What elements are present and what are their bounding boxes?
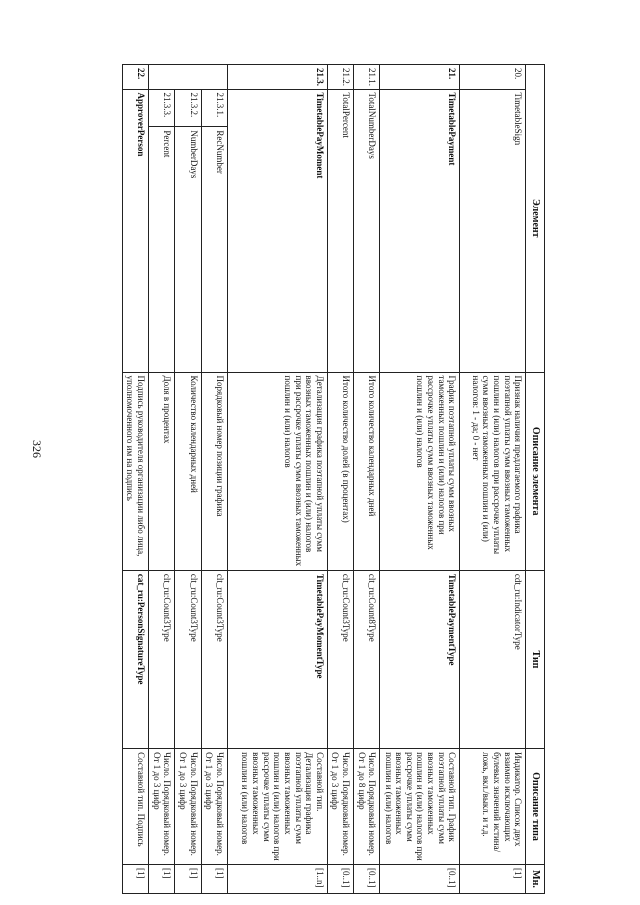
element-type: TimetablePayMomentType xyxy=(227,570,327,748)
element-name: ApproverPerson xyxy=(122,89,148,372)
element-name: TotalNumberDays xyxy=(353,89,379,372)
type-description: Число. Порядковый номер. От 1 до 3 цифр xyxy=(327,749,353,865)
element-description: Итого количество календарных дней xyxy=(353,372,379,570)
multiplicity: [1] xyxy=(149,864,175,893)
multiplicity: [1] xyxy=(201,864,227,893)
sub-row-number: 21.3.3. xyxy=(149,89,175,127)
element-type: clt_ru:Count3Type xyxy=(201,570,227,748)
row-number-empty xyxy=(175,65,201,90)
element-name: TimetableSign xyxy=(460,89,526,372)
row-number: 21.1. xyxy=(353,65,379,90)
element-name: TotalPercent xyxy=(327,89,353,372)
table-row xyxy=(380,65,460,894)
table-header-row xyxy=(526,65,545,894)
table-row xyxy=(175,65,201,894)
element-description: График поэтапной уплаты сумм ввозных таможенных пошлин и (или) налогов при рассрочке уплаты сумм ввозных таможенных пошлин и (или) налогов xyxy=(380,372,460,570)
rotated-table-wrapper xyxy=(85,64,545,894)
table-row xyxy=(227,65,327,894)
type-description: Число. Порядковый номер. От 1 до 3 цифр xyxy=(149,749,175,865)
header-type: Тип xyxy=(526,570,545,748)
row-number: 22. xyxy=(122,65,148,90)
element-description: Доля в процентах xyxy=(149,372,175,570)
type-description: Составной тип. Детализация графика поэтапной уплаты сумм ввозных таможенных пошлин и (или) налогов при рассрочке уплаты сумм ввозных таможенных пошлин и (или) налогов xyxy=(227,749,327,865)
multiplicity: [1] xyxy=(175,864,201,893)
multiplicity: [0..1] xyxy=(327,864,353,893)
sub-row-number: 21.3.1. xyxy=(201,89,227,127)
element-type: TimetablePaymentType xyxy=(380,570,460,748)
table-row xyxy=(149,65,175,894)
element-description: Подпись руководителя организации либо лица, уполномоченного им на подпись xyxy=(122,372,148,570)
type-description: Составной тип. График поэтапной уплаты сумм ввозных таможенных пошлин и (или) налогов при рассрочке уплаты сумм ввозных таможенных пошлин и (или) налогов xyxy=(380,749,460,865)
header-type-desc: Описание типа xyxy=(526,749,545,865)
header-element: Элемент xyxy=(526,65,545,373)
element-name: TimetablePayMoment xyxy=(227,89,327,372)
type-description: Число. Порядковый номер. От 1 до 3 цифр xyxy=(201,749,227,865)
table-row xyxy=(353,65,379,894)
element-name: TimetablePayment xyxy=(380,89,460,372)
element-type: clt_ru:Count3Type xyxy=(327,570,353,748)
element-name: NumberDays xyxy=(175,127,201,372)
multiplicity: [0..1] xyxy=(353,864,379,893)
header-element-desc: Описание элемента xyxy=(526,372,545,570)
header-mn: Мн. xyxy=(526,864,545,893)
multiplicity: [1] xyxy=(122,864,148,893)
element-type: clt_ru:Count3Type xyxy=(175,570,201,748)
element-description: Признак наличия предлагаемого графика поэтапной уплаты сумм ввозных таможенных пошлин и (или) налогов при рассрочке уплаты сумм ввозных таможенных пошлин и (или) налогов: 1 - да; 0 - нет xyxy=(460,372,526,570)
element-description: Количество календарных дней xyxy=(175,372,201,570)
row-number: 21. xyxy=(380,65,460,90)
type-description: Число. Порядковый номер. От 1 до 8 цифр xyxy=(353,749,379,865)
type-description: Составной тип. Подпись xyxy=(122,749,148,865)
element-type: clt_ru:Count8Type xyxy=(353,570,379,748)
table-row xyxy=(460,65,526,894)
type-description: Индикатор. Список двух взаимно исключающих булевых значений истина/ложь, вкл./выкл. и т.д. xyxy=(460,749,526,865)
element-type: cdt_ru:IndicatorType xyxy=(460,570,526,748)
row-number: 21.3. xyxy=(227,65,327,90)
element-name: Percent xyxy=(149,127,175,372)
multiplicity: [1..n] xyxy=(227,864,327,893)
page-number: 326 xyxy=(30,440,44,458)
element-description: Детализация графика поэтапной уплаты сумм ввозных таможенных пошлин и (или) налогов при рассрочке уплаты сумм ввозных таможенных пошлин и (или) налогов xyxy=(227,372,327,570)
row-number: 20. xyxy=(460,65,526,90)
element-name: RecNumber xyxy=(201,127,227,372)
row-number-empty xyxy=(149,65,175,90)
element-description: Порядковый номер позиции графика xyxy=(201,372,227,570)
row-number-empty xyxy=(201,65,227,90)
table-row xyxy=(122,65,148,894)
row-number: 21.2. xyxy=(327,65,353,90)
multiplicity: [0..1] xyxy=(380,864,460,893)
element-description: Итого количество долей (в процентах) xyxy=(327,372,353,570)
sub-row-number: 21.3.2. xyxy=(175,89,201,127)
table-row xyxy=(201,65,227,894)
table-row xyxy=(327,65,353,894)
type-description: Число. Порядковый номер. От 1 до 3 цифр xyxy=(175,749,201,865)
element-table xyxy=(122,64,545,894)
element-type: clt_ru:Count3Type xyxy=(149,570,175,748)
element-type: cat_ru:PersonSignatureType xyxy=(122,570,148,748)
multiplicity: [1] xyxy=(460,864,526,893)
